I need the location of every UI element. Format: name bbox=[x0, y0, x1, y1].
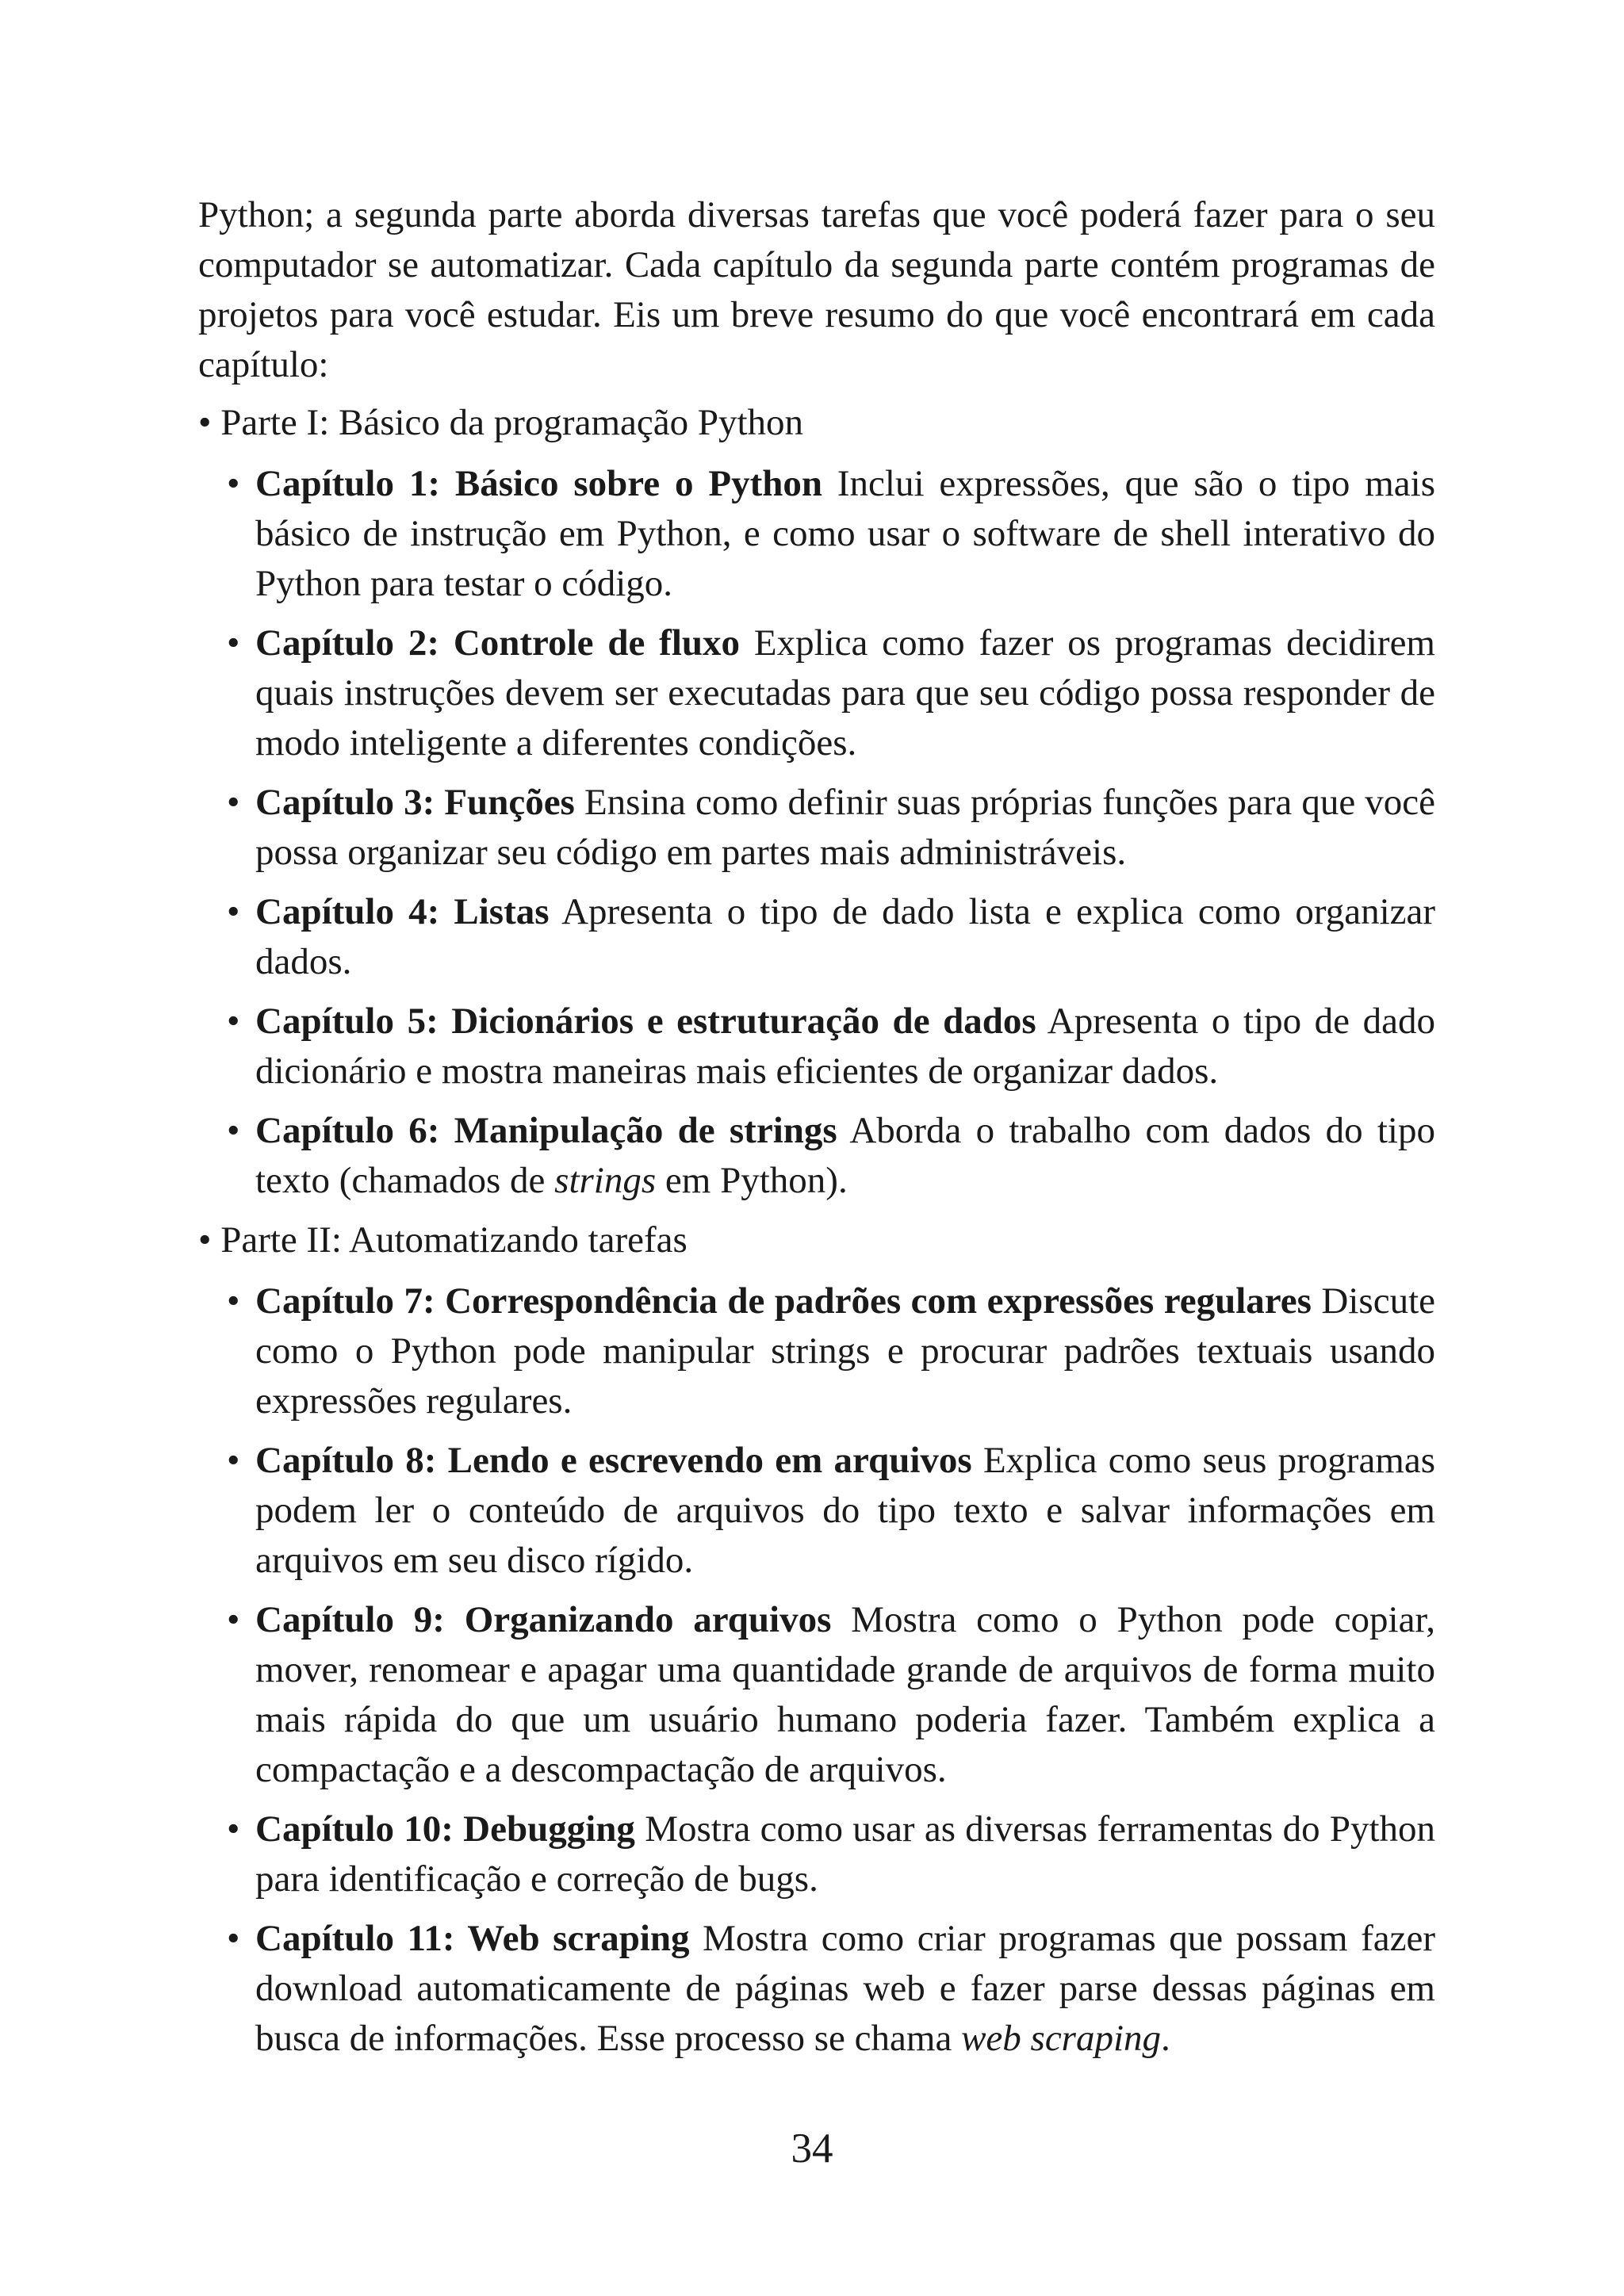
list-item bbox=[227, 618, 1435, 768]
chapter-title: Capítulo 9: Organizando arquivos bbox=[255, 1599, 832, 1640]
part-1-heading bbox=[198, 398, 1435, 448]
intro-paragraph: Python; a segunda parte aborda diversas tarefas que você poderá fazer para o seu computador se automatizar. Cada capítulo da segunda parte contém programas de projetos para você estudar. Eis um breve resumo do que você encontrará em cada capítulo: bbox=[198, 194, 1435, 385]
chapter-description-end: em Python). bbox=[665, 1160, 848, 1201]
bullet: • bbox=[227, 782, 240, 823]
list-item bbox=[227, 1106, 1435, 1206]
list-item bbox=[227, 1804, 1435, 1904]
chapter-description: Aborda o trabalho com dados do tipo texto (chamados de bbox=[255, 1110, 1435, 1201]
list-item bbox=[227, 1914, 1435, 2064]
chapter-title: Capítulo 4: Listas bbox=[255, 891, 550, 932]
bullet: • bbox=[227, 1110, 240, 1151]
chapter-title: Capítulo 2: Controle de fluxo bbox=[255, 622, 741, 664]
chapter-title: Capítulo 5: Dicionários e estruturação de dados bbox=[255, 1001, 1036, 1042]
chapter-description: Mostra como criar programas que possam fazer download automaticamente de páginas web e fazer parse dessas páginas em busca de informações. Esse processo se chama bbox=[255, 1918, 1436, 2059]
chapter-description: Explica como seus programas podem ler o conteúdo de arquivos do tipo texto e salvar informações em arquivos em seu disco rígido. bbox=[255, 1440, 1436, 1581]
list-item bbox=[227, 887, 1435, 987]
list-item bbox=[227, 1436, 1435, 1586]
chapter-description-italic: strings bbox=[554, 1160, 657, 1201]
bullet: • bbox=[227, 1808, 240, 1850]
chapter-title: Capítulo 1: Básico sobre o Python bbox=[255, 463, 823, 504]
chapter-description: Discute como o Python pode manipular strings e procurar padrões textuais usando expressões regulares. bbox=[255, 1280, 1435, 1422]
list-item bbox=[227, 1595, 1435, 1795]
chapter-description: Apresenta o tipo de dado dicionário e mostra maneiras mais eficientes de organizar dados. bbox=[255, 1001, 1435, 1092]
chapter-title: Capítulo 6: Manipulação de strings bbox=[255, 1110, 837, 1151]
list-item bbox=[227, 1276, 1435, 1426]
chapter-title: Capítulo 10: Debugging bbox=[255, 1808, 635, 1850]
chapter-description: Mostra como o Python pode copiar, mover, renomear e apagar uma quantidade grande de arquivos de forma muito mais rápida do que um usuário humano poderia fazer. Também explica a compactação e a descompactação de arquivos. bbox=[255, 1599, 1435, 1790]
chapter-description: Inclui expressões, que são o tipo mais básico de instrução em Python, e como usar o software de shell interativo do Python para testar o código. bbox=[255, 463, 1436, 604]
chapter-title: Capítulo 11: Web scraping bbox=[255, 1918, 690, 1959]
chapter-description-end: . bbox=[1161, 2018, 1170, 2059]
bullet: • bbox=[227, 622, 240, 664]
bullet: • bbox=[227, 891, 240, 932]
chapter-title: Capítulo 7: Correspondência de padrões com expressões regulares bbox=[255, 1280, 1312, 1322]
bullet: • bbox=[227, 1280, 240, 1322]
part-title: Parte I: Básico da programação Python bbox=[220, 402, 804, 443]
chapter-title: Capítulo 3: Funções bbox=[255, 782, 575, 823]
bullet: • bbox=[227, 1918, 240, 1959]
part-2-chapter-list bbox=[198, 1276, 1435, 2064]
part-2-heading bbox=[198, 1215, 1435, 1265]
part-1-chapter-list bbox=[198, 459, 1435, 1206]
bullet: • bbox=[198, 402, 212, 443]
list-item bbox=[227, 997, 1435, 1096]
chapter-description-italic: web scraping bbox=[961, 2018, 1162, 2059]
bullet: • bbox=[198, 1219, 212, 1261]
bullet: • bbox=[227, 1440, 240, 1481]
page-number: 34 bbox=[791, 2126, 833, 2172]
list-item bbox=[227, 778, 1435, 878]
chapter-title: Capítulo 8: Lendo e escrevendo em arquivos bbox=[255, 1440, 972, 1481]
part-title: Parte II: Automatizando tarefas bbox=[220, 1219, 688, 1261]
page-body bbox=[198, 190, 1435, 2073]
chapter-description: Apresenta o tipo de dado lista e explica como organizar dados. bbox=[255, 891, 1436, 982]
bullet: • bbox=[227, 1599, 240, 1640]
bullet: • bbox=[227, 463, 240, 504]
bullet: • bbox=[227, 1001, 240, 1042]
chapter-description: Explica como fazer os programas decidirem quais instruções devem ser executadas para que seu código possa responder de modo inteligente a diferentes condições. bbox=[255, 622, 1435, 763]
chapter-description: Ensina como definir suas próprias funções para que você possa organizar seu código em partes mais administráveis. bbox=[255, 782, 1436, 873]
list-item bbox=[227, 459, 1435, 609]
chapter-description: Mostra como usar as diversas ferramentas do Python para identificação e correção de bugs. bbox=[255, 1808, 1436, 1900]
